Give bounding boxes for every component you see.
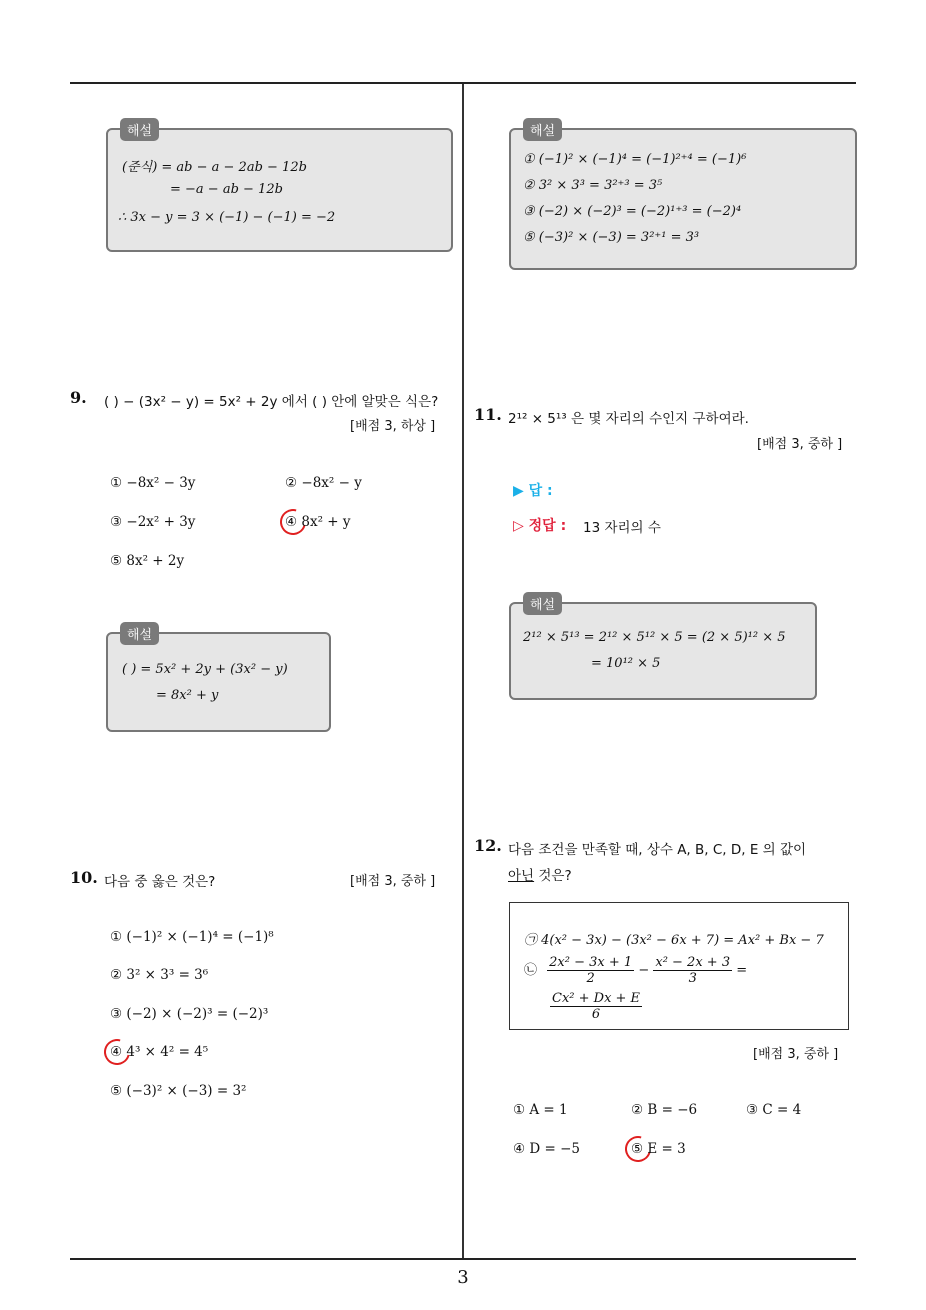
- solution-tag: 해설: [523, 592, 562, 615]
- q12-frac-3-den: 6: [591, 1007, 601, 1022]
- q12-condition-2-rhs: [550, 991, 642, 1022]
- q9-choice-1[interactable]: ① −8x² − 3y: [110, 475, 196, 491]
- q12-choice-2[interactable]: ② B = −6: [631, 1102, 698, 1118]
- q12-frac-3-num: Cx² + Dx + E: [552, 991, 641, 1006]
- q12-condition-box: [509, 902, 849, 1030]
- q12-choice-4[interactable]: ④ D = −5: [513, 1141, 581, 1157]
- q12-condition-1: ㉠ 4(x² − 3x) − (3x² − 6x + 7) = Ax² + Bx − 7: [524, 933, 824, 948]
- solution-tag: 해설: [120, 622, 159, 645]
- q11-sol-line-1: 2¹² × 5¹³ = 2¹² × 5¹² × 5 = (2 × 5)¹² × 5: [523, 630, 786, 645]
- q10-sol-line-3: ③ (−2) × (−2)³ = (−2)¹⁺³ = (−2)⁴: [523, 204, 742, 219]
- q12-equals: =: [736, 963, 748, 978]
- q10-number: 10.: [70, 868, 98, 887]
- q10-choice-1[interactable]: ① (−1)² × (−1)⁴ = (−1)⁸: [110, 929, 274, 945]
- q10-score: [배점 3, 중하 ]: [350, 874, 436, 889]
- q10-choice-4[interactable]: ④ 4³ × 4² = 4⁵: [110, 1044, 209, 1060]
- q9-score: [배점 3, 하상 ]: [350, 419, 436, 434]
- q8-solution-box: [106, 124, 453, 252]
- q8-sol-line-1: (준식) = ab − a − 2ab − 12b: [122, 160, 307, 175]
- solution-tag: 해설: [120, 118, 159, 141]
- q11-score: [배점 3, 중하 ]: [757, 437, 843, 452]
- q10-choice-5[interactable]: ⑤ (−3)² × (−3) = 3²: [110, 1083, 247, 1099]
- q8-sol-line-2: = −a − ab − 12b: [170, 182, 283, 197]
- q12-choice-3[interactable]: ③ C = 4: [746, 1102, 802, 1118]
- q12-number: 12.: [474, 836, 502, 855]
- q11-sol-line-2: = 10¹² × 5: [591, 656, 661, 671]
- column-divider: [462, 84, 464, 1258]
- q12-frac-1: [547, 955, 634, 986]
- q9-text: ( ) − (3x² − y) = 5x² + 2y 에서 ( ) 안에 알맞은 식은?: [104, 394, 439, 410]
- q9-solution-box: [106, 628, 331, 732]
- q11-correct-value: 13 자리의 수: [583, 520, 661, 536]
- q10-sol-line-2: ② 3² × 3³ = 3²⁺³ = 3⁵: [523, 178, 663, 193]
- q9-sol-line-2: = 8x² + y: [156, 688, 219, 703]
- q11-answer-label: ▶ 답 :: [513, 483, 553, 499]
- q9-choice-2[interactable]: ② −8x² − y: [285, 475, 362, 491]
- q12-frac-2-den: 3: [688, 971, 697, 986]
- q11-text: 2¹² × 5¹³ 은 몇 자리의 수인지 구하여라.: [508, 411, 749, 427]
- q10-choice-3[interactable]: ③ (−2) × (−2)³ = (−2)³: [110, 1006, 269, 1022]
- q9-number: 9.: [70, 388, 87, 407]
- q11-solution-box: [509, 598, 817, 700]
- q9-choice-5[interactable]: ⑤ 8x² + 2y: [110, 553, 185, 569]
- q12-text-line2-rest: 것은?: [534, 868, 572, 884]
- q11-number: 11.: [474, 405, 502, 424]
- q11-correct-label: ▷ 정답 :: [513, 518, 567, 534]
- q12-choice-5[interactable]: ⑤ E = 3: [631, 1141, 686, 1157]
- q10-solution-box: [509, 124, 857, 270]
- solution-tag: 해설: [523, 118, 562, 141]
- q12-minus: −: [638, 963, 650, 978]
- q8-sol-line-3: ∴ 3x − y = 3 × (−1) − (−1) = −2: [118, 210, 336, 225]
- q12-text-line1: 다음 조건을 만족할 때, 상수 A, B, C, D, E 의 값이: [508, 842, 807, 858]
- q12-text-line2: [508, 864, 572, 884]
- q9-choice-3[interactable]: ③ −2x² + 3y: [110, 514, 196, 530]
- q12-frac-2-num: x² − 2x + 3: [655, 955, 731, 970]
- bottom-rule: [70, 1258, 856, 1260]
- q12-frac-1-num: 2x² − 3x + 1: [549, 955, 633, 970]
- page-number: 3: [457, 1267, 469, 1288]
- q12-score: [배점 3, 중하 ]: [753, 1047, 839, 1062]
- q10-choice-2[interactable]: ② 3² × 3³ = 3⁶: [110, 967, 209, 983]
- q12-choice-1[interactable]: ① A = 1: [513, 1102, 568, 1118]
- q10-sol-line-4: ⑤ (−3)² × (−3) = 3²⁺¹ = 3³: [523, 230, 700, 245]
- q12-not-word: 아닌: [508, 868, 535, 884]
- q12-frac-2: [653, 955, 732, 986]
- q10-text: 다음 중 옳은 것은?: [104, 874, 216, 890]
- q12-frac-1-den: 2: [586, 971, 595, 986]
- q9-sol-line-1: ( ) = 5x² + 2y + (3x² − y): [122, 662, 288, 677]
- q9-choice-4[interactable]: ④ 8x² + y: [285, 514, 351, 530]
- q12-frac-3: [550, 991, 642, 1022]
- q10-sol-line-1: ① (−1)² × (−1)⁴ = (−1)²⁺⁴ = (−1)⁶: [523, 152, 747, 167]
- q12-condition-2-label: ㉡: [524, 963, 538, 978]
- q12-condition-2: [524, 955, 747, 986]
